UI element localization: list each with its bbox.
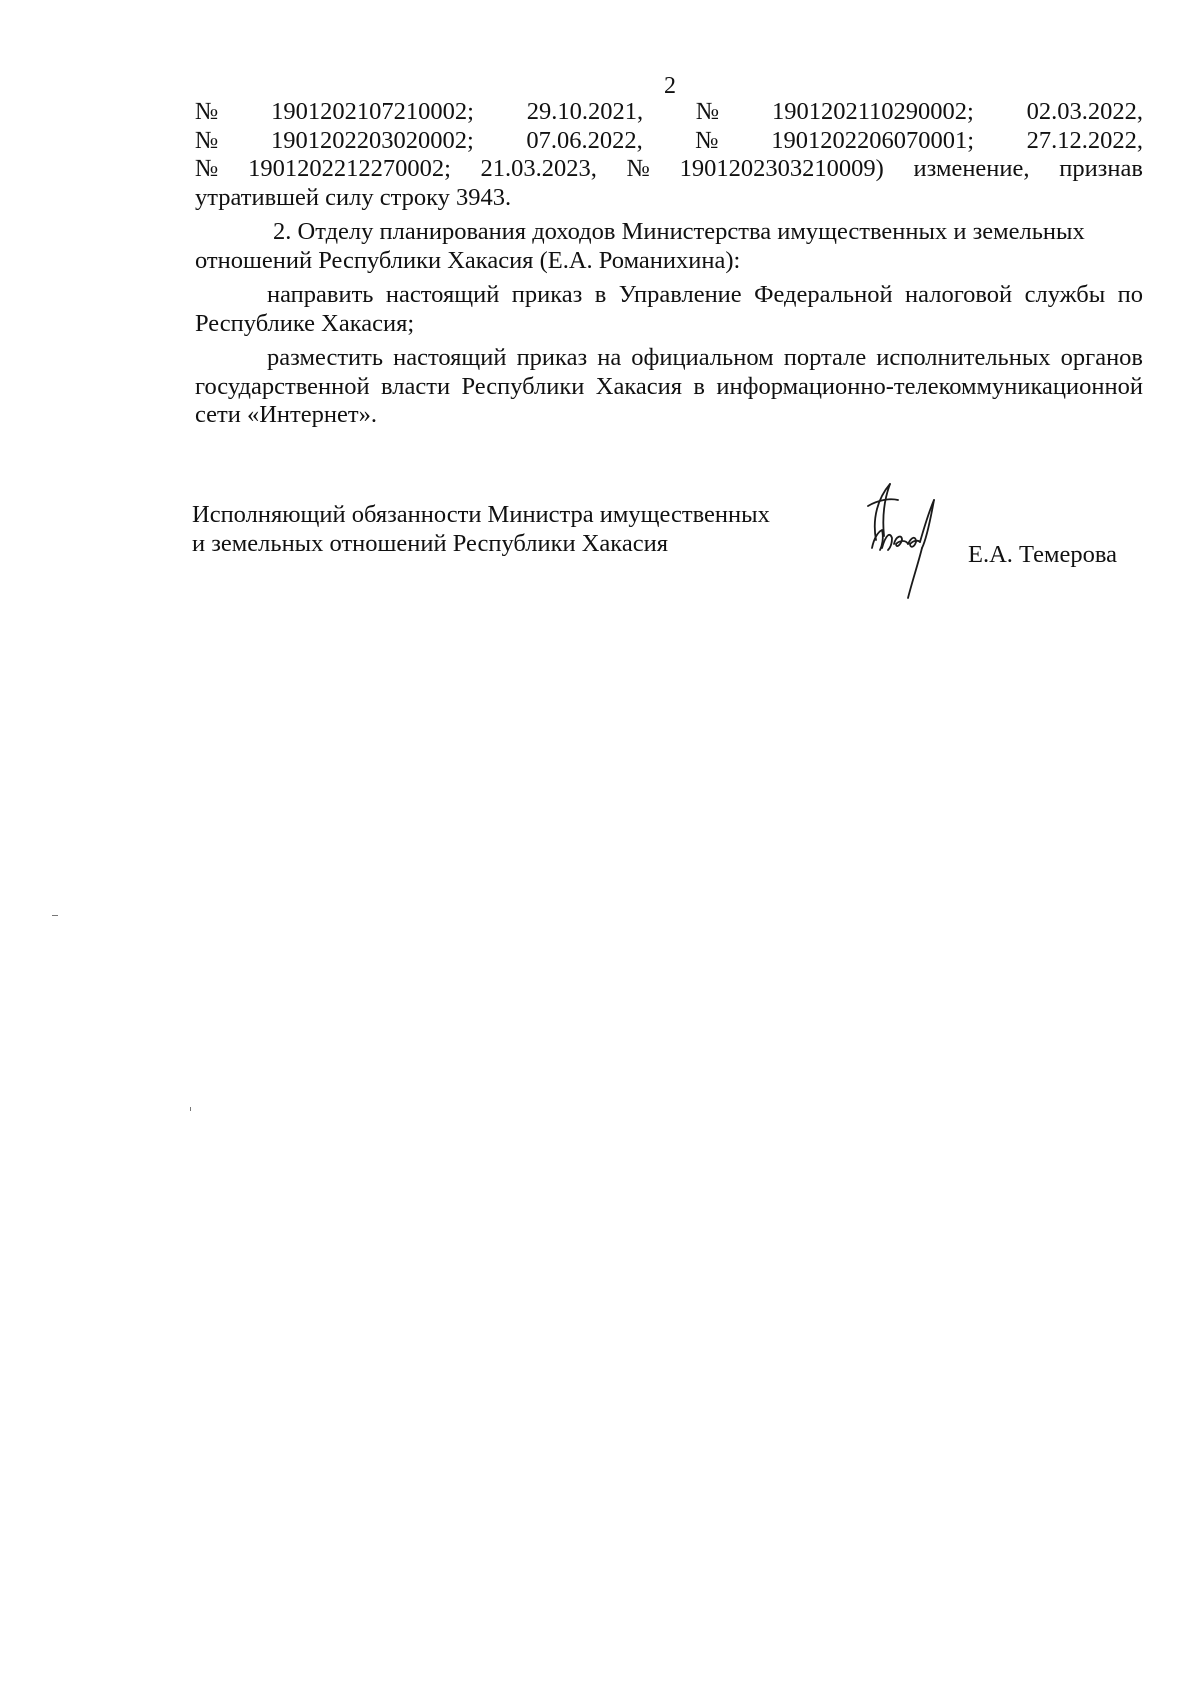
reference-line-3 — [195, 155, 1143, 184]
item-2-heading-continued: отношений Республики Хакасия (Е.А. Романихина): — [195, 246, 741, 274]
item-2-heading: 2. Отделу планирования доходов Министерства имущественных и земельных — [273, 218, 1085, 245]
reference-date: 29.10.2021, — [526, 98, 644, 125]
reference-number: 1901202203020002; — [270, 126, 474, 154]
document-body — [195, 98, 1143, 430]
number-sign: № — [695, 126, 719, 154]
reference-date: 07.06.2022, — [526, 126, 643, 154]
reference-number: 1901202212270002; — [248, 155, 451, 182]
number-sign: № — [626, 155, 650, 182]
reference-number: 1901202303210009) — [679, 155, 884, 182]
number-sign: № — [695, 98, 720, 125]
handwritten-signature-icon — [838, 478, 968, 608]
item-2-action-send: направить настоящий приказ в Управление Федеральной налоговой службы по Республике Хакасия; — [195, 281, 1143, 337]
number-sign: № — [195, 126, 219, 154]
number-sign: № — [195, 98, 219, 125]
signatory-position-line-2: и земельных отношений Республики Хакасия — [192, 530, 668, 557]
signatory-name: Е.А. Темерова — [968, 541, 1117, 568]
item-2-heading-line — [195, 218, 1143, 247]
reference-number: 1901202110290002; — [771, 98, 974, 125]
reference-number: 1901202206070001; — [771, 126, 975, 154]
body-line-4: утратившей силу строку 3943. — [195, 183, 512, 211]
reference-line-1 — [195, 98, 1143, 127]
number-sign: № — [195, 155, 219, 182]
reference-date: 27.12.2022, — [1026, 126, 1143, 154]
reference-date: 21.03.2023, — [480, 155, 597, 182]
signatory-position — [192, 500, 812, 558]
item-2-action-publish: разместить настоящий приказ на официальном портале исполнительных органов государственной власти Республики Хакасия в информационно-телекоммуникационной сети «Интернет». — [195, 344, 1143, 428]
scan-speck — [52, 915, 58, 916]
body-word: признав — [1059, 155, 1143, 182]
reference-number: 1901202107210002; — [271, 98, 474, 125]
page-number: 2 — [664, 73, 676, 99]
body-word: изменение, — [913, 155, 1030, 182]
scan-speck — [190, 1107, 191, 1111]
signatory-position-line-1: Исполняющий обязанности Министра имущественных — [192, 501, 770, 528]
reference-date: 02.03.2022, — [1026, 98, 1143, 125]
reference-line-2 — [195, 127, 1143, 156]
